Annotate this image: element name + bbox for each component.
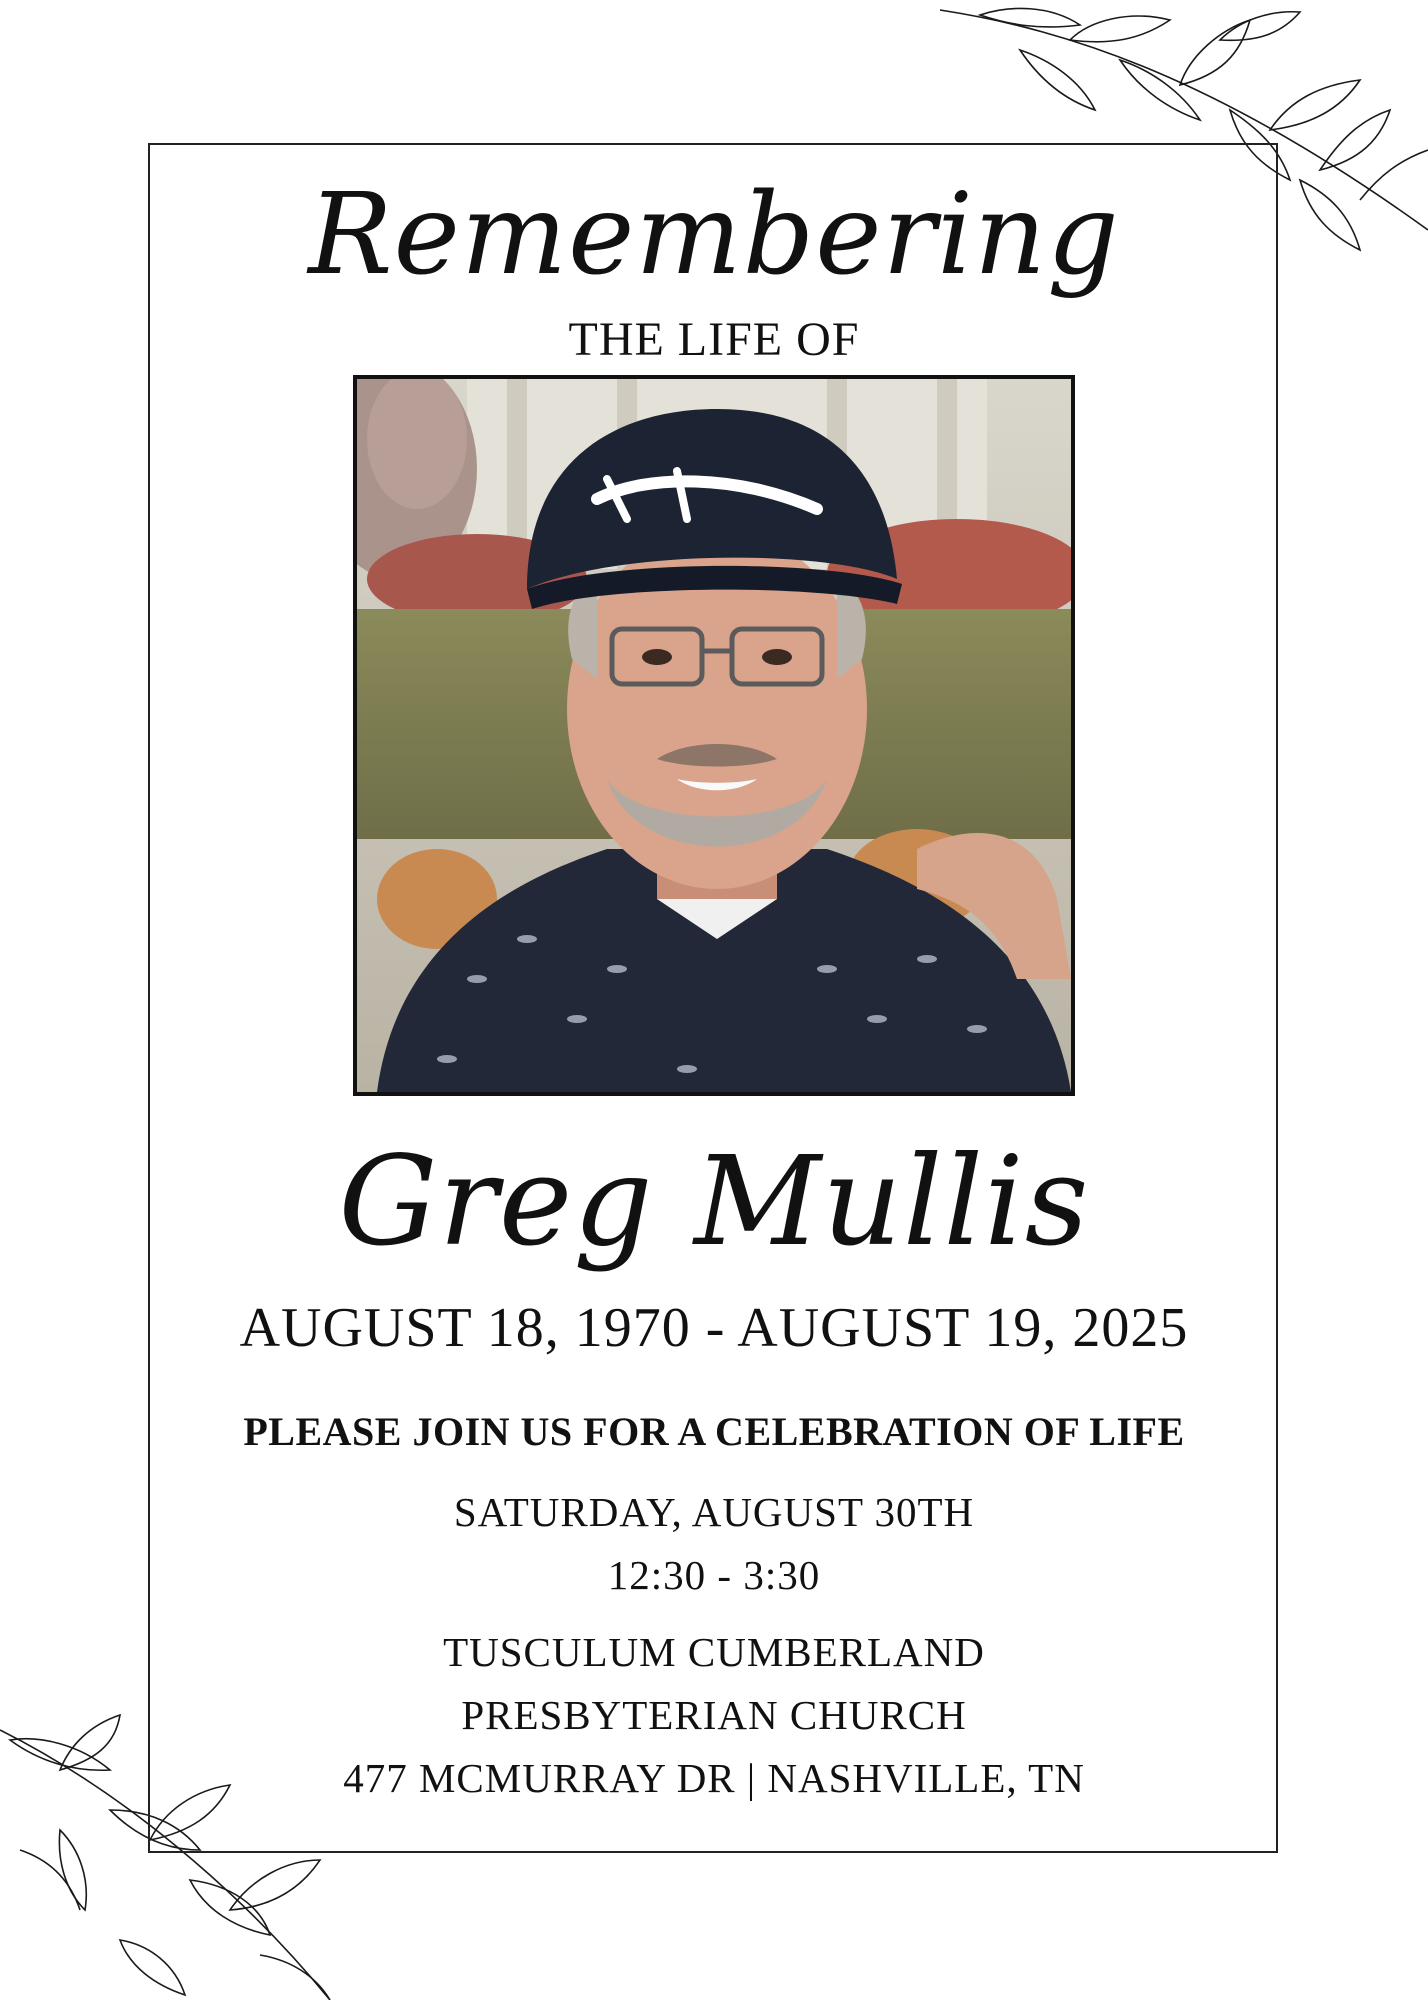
the-life-of-subtitle: THE LIFE OF [568, 313, 860, 366]
event-time: 12:30 - 3:30 [607, 1552, 821, 1598]
venue-line-1: TUSCULUM CUMBERLAND [443, 1629, 985, 1675]
remembering-heading: Remembering [308, 170, 1120, 300]
venue-address: 477 MCMURRAY DR | NASHVILLE, TN [343, 1755, 1085, 1801]
venue-line-2: PRESBYTERIAN CHURCH [461, 1692, 967, 1738]
celebration-invitation: PLEASE JOIN US FOR A CELEBRATION OF LIFE [243, 1409, 1185, 1454]
life-dates: AUGUST 18, 1970 - AUGUST 19, 2025 [239, 1297, 1189, 1359]
portrait-illustration [357, 379, 1071, 1092]
memorial-photo [353, 375, 1075, 1096]
event-day: SATURDAY, AUGUST 30TH [453, 1489, 975, 1535]
name-heading: Greg Mullis [338, 1130, 1090, 1274]
